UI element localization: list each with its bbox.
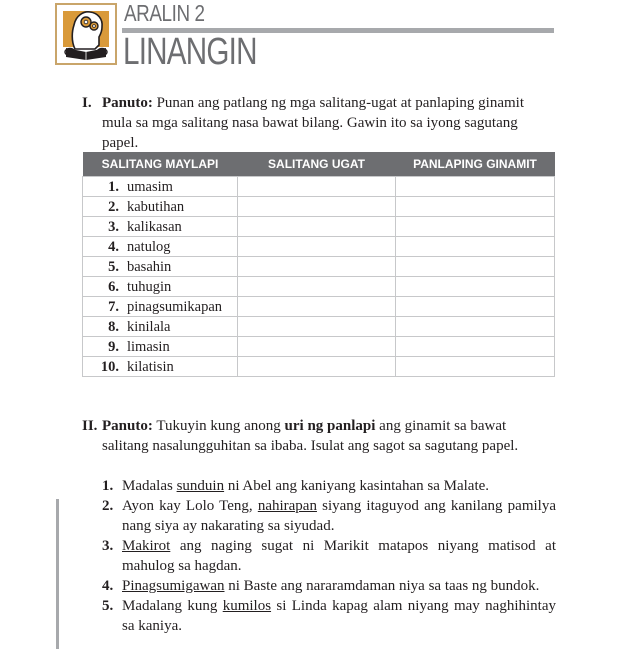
table-row xyxy=(83,337,555,357)
root-cell[interactable] xyxy=(238,197,396,217)
row-number: 6. xyxy=(108,278,119,295)
affix-cell[interactable] xyxy=(396,177,555,197)
item-number: 2. xyxy=(102,498,114,514)
item-underlined-word: Makirot xyxy=(122,538,171,554)
affix-cell[interactable] xyxy=(396,217,555,237)
reading-thinker-icon xyxy=(57,5,115,63)
root-cell[interactable] xyxy=(238,337,396,357)
affix-cell[interactable] xyxy=(396,237,555,257)
row-word: natulog xyxy=(127,238,171,255)
row-word: kalikasan xyxy=(127,218,182,235)
root-cell[interactable] xyxy=(238,277,396,297)
list-item xyxy=(102,496,556,536)
part2-bold-phrase: uri ng panlapi xyxy=(284,418,376,434)
table-row xyxy=(83,197,555,217)
part1-body xyxy=(102,93,556,153)
part1-number: I. xyxy=(82,95,92,111)
word-cell xyxy=(83,177,238,197)
part2-label: Panuto: xyxy=(102,418,153,434)
row-word: kinilala xyxy=(127,318,171,335)
table-row xyxy=(83,317,555,337)
item-text-after: ni Abel ang kaniyang kasintahan sa Malate. xyxy=(227,478,490,494)
table-row xyxy=(83,257,555,277)
affix-cell[interactable] xyxy=(396,357,555,377)
word-cell xyxy=(83,337,238,357)
word-cell xyxy=(83,357,238,377)
header-salitang-ugat: SALITANG UGAT xyxy=(238,152,396,177)
part1-instructions xyxy=(82,93,556,153)
word-cell xyxy=(83,237,238,257)
table-row xyxy=(83,297,555,317)
table-row xyxy=(83,217,555,237)
row-number: 4. xyxy=(108,238,119,255)
item-underlined-word: sunduin xyxy=(176,478,225,494)
header-panlaping-ginamit: PANLAPING GINAMIT xyxy=(396,152,555,177)
word-cell xyxy=(83,197,238,217)
item-number: 4. xyxy=(102,578,114,594)
part1-label: Panuto: xyxy=(102,95,153,111)
affix-cell[interactable] xyxy=(396,317,555,337)
table-row xyxy=(83,357,555,377)
item-text-before: Ayon kay Lolo Teng, xyxy=(122,498,253,514)
row-number: 7. xyxy=(108,298,119,315)
part2-text-after: ang ginamit sa bawat salitang nasalungguhitan sa ibaba. Isulat ang sagot sa sagutang papel. xyxy=(102,418,519,454)
item-underlined-word: nahirapan xyxy=(257,498,317,514)
word-cell xyxy=(83,217,238,237)
item-number: 1. xyxy=(102,478,114,494)
item-text-before: Madalang kung xyxy=(122,598,218,614)
affix-cell[interactable] xyxy=(396,257,555,277)
list-item xyxy=(102,476,556,496)
lesson-logo xyxy=(55,3,117,65)
row-word: tuhugin xyxy=(127,278,172,295)
affix-cell[interactable] xyxy=(396,337,555,357)
row-number: 5. xyxy=(108,258,119,275)
part1-text: Punan ang patlang ng mga salitang-ugat at panlaping ginamit mula sa mga salitang nasa bawat bilang. Gawin ito sa iyong sagutang papel. xyxy=(102,95,525,151)
affix-cell[interactable] xyxy=(396,297,555,317)
word-cell xyxy=(83,317,238,337)
row-word: basahin xyxy=(127,258,172,275)
root-cell[interactable] xyxy=(238,177,396,197)
root-cell[interactable] xyxy=(238,237,396,257)
item-text-before: Madalas xyxy=(122,478,173,494)
item-text-after: ni Baste ang nararamdaman niya sa taas ng bundok. xyxy=(228,578,540,594)
item-text-after: siyang itaguyod ang kanilang pamilya nang siya ay nakarating sa siyudad. xyxy=(122,498,557,534)
row-number: 2. xyxy=(108,198,119,215)
row-number: 8. xyxy=(108,318,119,335)
root-cell[interactable] xyxy=(238,357,396,377)
row-number: 3. xyxy=(108,218,119,235)
root-cell[interactable] xyxy=(238,217,396,237)
list-item xyxy=(102,536,556,576)
item-text-after: ang naging sugat ni Marikit matapos niyang matisod at mahulog sa hagdan. xyxy=(122,538,556,574)
item-text-after: si Linda kapag alam niyang may naghihintay sa kaniya. xyxy=(122,598,556,634)
sentence-list xyxy=(102,476,556,636)
row-word: kilatisin xyxy=(127,358,174,375)
list-item xyxy=(102,596,556,636)
row-word: kabutihan xyxy=(127,198,185,215)
header-salitang-maylapi: SALITANG MAYLAPI xyxy=(83,152,238,177)
word-cell xyxy=(83,277,238,297)
part2-instructions xyxy=(82,416,556,456)
row-number: 10. xyxy=(100,358,119,375)
part2-body xyxy=(102,416,556,456)
row-word: pinagsumikapan xyxy=(127,298,223,315)
row-number: 1. xyxy=(108,178,119,195)
row-word: umasim xyxy=(127,178,173,195)
margin-bar xyxy=(56,499,59,649)
answer-table xyxy=(82,152,555,377)
root-cell[interactable] xyxy=(238,317,396,337)
item-number: 5. xyxy=(102,598,114,614)
table-row xyxy=(83,237,555,257)
table-row xyxy=(83,277,555,297)
root-cell[interactable] xyxy=(238,297,396,317)
affix-cell[interactable] xyxy=(396,277,555,297)
item-number: 3. xyxy=(102,538,114,554)
part2-text-before: Tukuyin kung anong xyxy=(156,418,281,434)
item-underlined-word: Pinagsumigawan xyxy=(122,578,225,594)
part2-number: II. xyxy=(82,418,98,434)
row-number: 9. xyxy=(108,338,119,355)
root-cell[interactable] xyxy=(238,257,396,277)
row-word: limasin xyxy=(127,338,170,355)
table-header-row xyxy=(83,152,555,177)
item-underlined-word: kumilos xyxy=(222,598,272,614)
word-cell xyxy=(83,297,238,317)
table-row xyxy=(83,177,555,197)
section-title: LINANGIN xyxy=(123,31,257,73)
list-item xyxy=(102,576,556,596)
lesson-label: ARALIN 2 xyxy=(124,0,205,26)
word-cell xyxy=(83,257,238,277)
affix-cell[interactable] xyxy=(396,197,555,217)
